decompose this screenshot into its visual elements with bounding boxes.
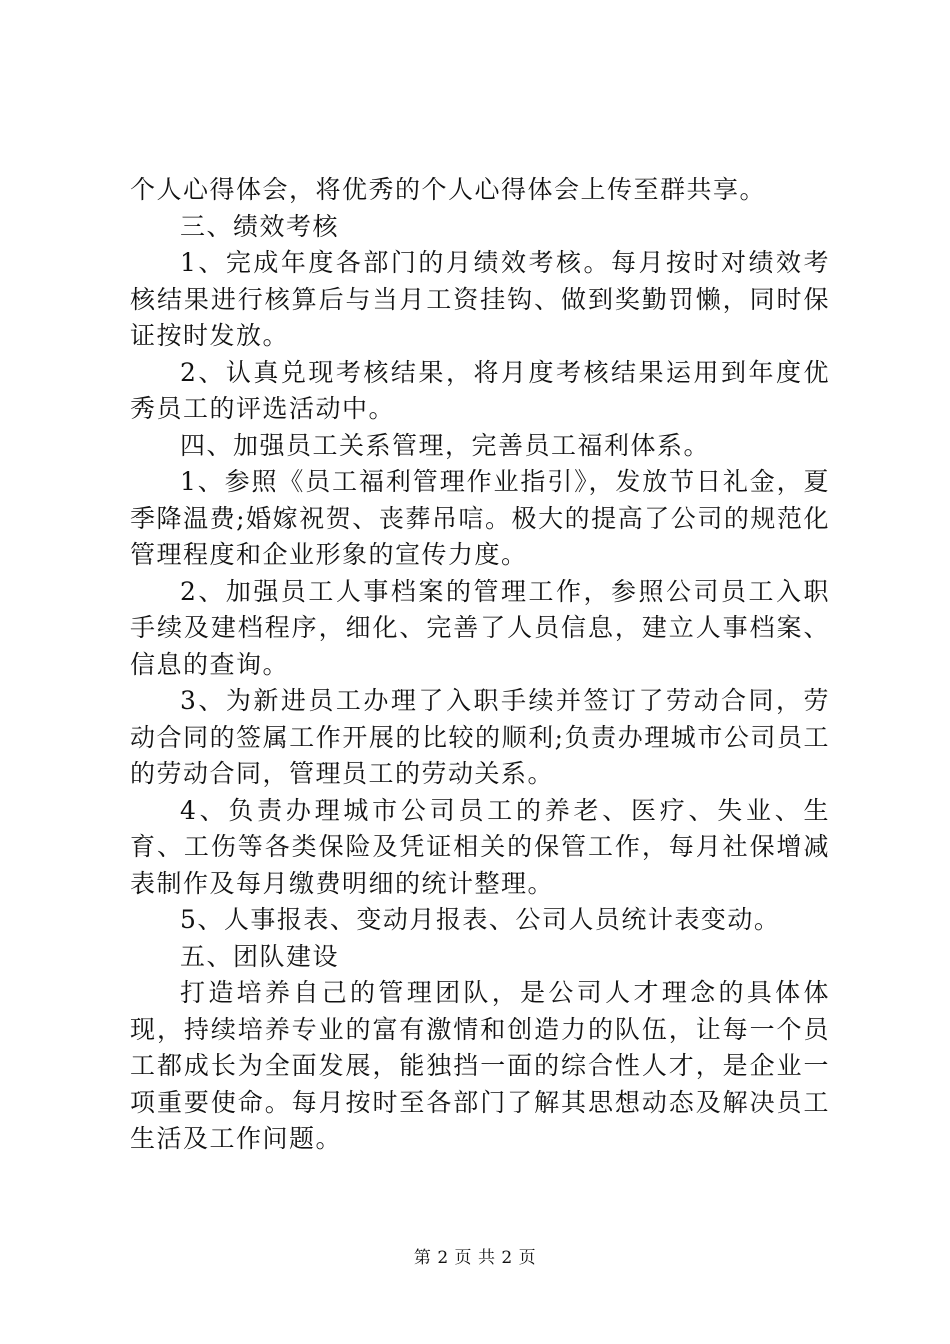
paragraph-relations-5: 5、人事报表、变动月报表、公司人员统计表变动。 bbox=[180, 905, 781, 934]
paragraph-performance-1: 1、完成年度各部门的月绩效考核。每月按时对绩效考核结果进行核算后与当月工资挂钩、做到奖勤罚懒，同时保证按时发放。 bbox=[130, 248, 830, 350]
heading-performance-review: 三、绩效考核 bbox=[180, 211, 340, 241]
page-footer: 第 2 页 共 2 页 bbox=[413, 1248, 537, 1268]
paragraph-performance-2: 2、认真兑现考核结果，将月度考核结果运用到年度优秀员工的评选活动中。 bbox=[130, 357, 830, 423]
document-body bbox=[130, 172, 830, 1158]
paragraph-relations-1: 1、参照《员工福利管理作业指引》，发放节日礼金，夏季降温费;婚嫁祝贺、丧葬吊唁。极大的提高了公司的规范化管理程度和企业形象的宣传力度。 bbox=[130, 467, 830, 569]
paragraph-relations-2: 2、加强员工人事档案的管理工作，参照公司员工入职手续及建档程序，细化、完善了人员信息，建立人事档案、信息的查询。 bbox=[130, 576, 830, 679]
paragraph-relations-3: 3、为新进员工办理了入职手续并签订了劳动合同，劳动合同的签属工作开展的比较的顺利;负责办理城市公司员工的劳动合同，管理员工的劳动关系。 bbox=[130, 686, 830, 788]
heading-team-building: 五、团队建设 bbox=[180, 941, 340, 971]
heading-employee-relations: 四、加强员工关系管理，完善员工福利体系。 bbox=[180, 430, 711, 460]
paragraph-relations-4: 4、负责办理城市公司员工的养老、医疗、失业、生育、工伤等各类保险及凭证相关的保管工作，每月社保增减表制作及每月缴费明细的统计整理。 bbox=[130, 795, 830, 898]
paragraph-team-building: 打造培养自己的管理团队，是公司人才理念的具体体现，持续培养专业的富有激情和创造力的队伍，让每一个员工都成长为全面发展，能独挡一面的综合性人才，是企业一项重要使命。每月按时至各部门了解其思想动态及解决员工生活及工作问题。 bbox=[130, 978, 830, 1153]
paragraph-continuation: 个人心得体会，将优秀的个人心得体会上传至群共享。 bbox=[130, 175, 767, 204]
